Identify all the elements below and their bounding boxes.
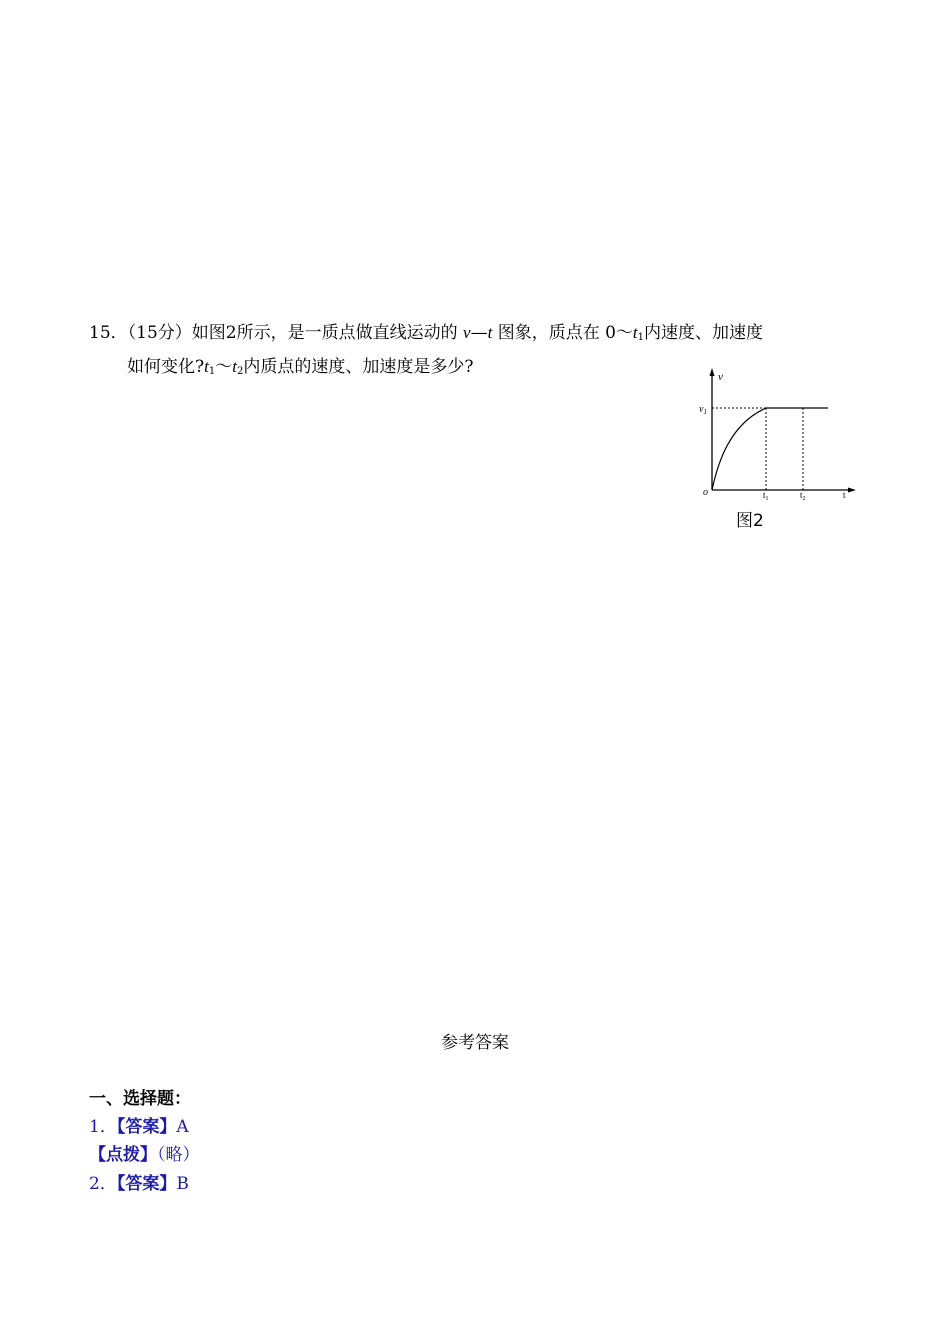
var-t1-sub: 1 xyxy=(637,332,645,343)
t2-label xyxy=(800,490,806,502)
answer-item-2 xyxy=(89,1169,189,1194)
x-axis-arrow xyxy=(848,488,856,493)
var-t1b-sub: 1 xyxy=(208,366,216,377)
answer-item-1 xyxy=(89,1112,189,1137)
question-15-line-1 xyxy=(89,318,879,352)
var-t2: t xyxy=(232,357,237,376)
t1-label-sub: 1 xyxy=(765,496,769,502)
x-axis-label: t xyxy=(843,490,846,500)
t1-label-main: t xyxy=(763,490,766,500)
origin-label: o xyxy=(703,487,708,498)
question-text-b: 图象，质点在 0～ xyxy=(492,323,633,343)
question-text-a: 如图2所示，是一质点做直线运动的 xyxy=(191,323,464,343)
question-text-d: 如何变化? xyxy=(127,357,205,377)
var-v: v xyxy=(463,323,471,342)
tilde: ～ xyxy=(215,357,233,377)
var-t1b: t xyxy=(204,357,209,376)
question-text-c: 内速度、加速度 xyxy=(644,323,764,343)
answer-item-1-number: 1． xyxy=(89,1117,117,1137)
answer-item-2-value: B xyxy=(176,1174,189,1194)
figure-caption: 图2 xyxy=(736,511,764,531)
var-t1: t xyxy=(632,323,638,342)
y-axis-label: v xyxy=(718,371,723,383)
t1-label xyxy=(763,490,769,502)
answer-item-1-tag: 【答案】 xyxy=(116,1117,177,1137)
y-axis-arrow xyxy=(710,368,715,376)
answers-title: 参考答案 xyxy=(441,1033,509,1053)
question-points: （15分） xyxy=(127,323,192,343)
hint-value: （略） xyxy=(157,1145,200,1165)
answer-item-2-tag: 【答案】 xyxy=(116,1174,177,1194)
question-text-e: 内质点的速度、加速度是多少? xyxy=(243,357,474,377)
v1-label-sub: 1 xyxy=(703,408,707,416)
question-number: 15． xyxy=(89,323,128,343)
section-heading-choice: 一、选择题： xyxy=(89,1089,191,1109)
vt-graph-figure xyxy=(690,364,870,534)
t2-label-main: t xyxy=(800,490,803,500)
dash: — xyxy=(470,323,488,343)
v1-label xyxy=(699,404,707,416)
t2-label-sub: 2 xyxy=(802,496,806,502)
hint-tag: 【点拨】 xyxy=(89,1145,157,1165)
v1-label-main: v xyxy=(699,404,704,415)
answer-hint-1 xyxy=(89,1140,200,1165)
answer-item-1-value: A xyxy=(176,1117,189,1137)
velocity-curve xyxy=(712,408,766,490)
answer-item-2-number: 2． xyxy=(89,1174,117,1194)
var-t: t xyxy=(487,323,493,342)
var-t2-sub: 2 xyxy=(236,366,244,377)
